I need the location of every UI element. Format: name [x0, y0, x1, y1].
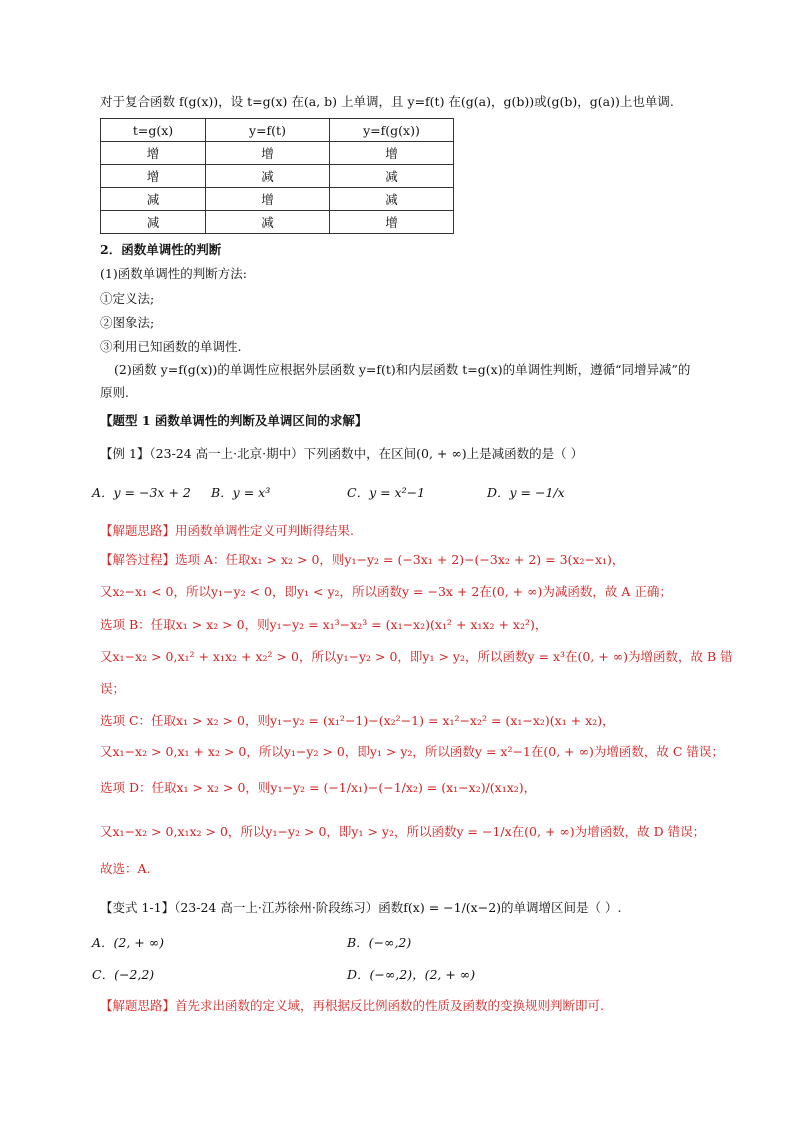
method-item: ③利用已知函数的单调性.	[100, 339, 242, 354]
solution-line: 选项 D：任取x₁ > x₂ > 0，则y₁−y₂ = (−1/x₁)−(−1/x₂) = (x₁−x₂)/(x₁x₂)，	[100, 780, 537, 795]
solution-line: 又x₁−x₂ > 0,x₁x₂ > 0，所以y₁−y₂ > 0，即y₁ > y₂，所以函数y = −1/x在(0, + ∞)为增函数，故 D 错误；	[100, 824, 706, 839]
table-cell: 增	[101, 142, 206, 165]
variant-idea: 【解题思路】首先求出函数的定义域，再根据反比例函数的性质及函数的变换规则判断即可.	[100, 998, 604, 1013]
table-cell: 减	[330, 188, 454, 211]
table-header-cell: y=f(t)	[206, 119, 330, 142]
table-cell: 增	[330, 211, 454, 234]
variant-option-c: C．(−2,2)	[92, 967, 155, 982]
table-header-row	[101, 119, 454, 142]
solution-line: 【解答过程】选项 A：任取x₁ > x₂ > 0，则y₁−y₂ = (−3x₁ + 2)−(−3x₂ + 2) = 3(x₂−x₁)，	[100, 552, 625, 567]
option-b: B．y = x³	[211, 485, 271, 500]
variant-option-a: A．(2, + ∞)	[92, 935, 165, 950]
topic-heading: 【题型 1 函数单调性的判断及单调区间的求解】	[100, 413, 368, 428]
table-header-cell: y=f(g(x))	[330, 119, 454, 142]
example-stem: 【例 1】（23-24 高一上·北京·期中）下列函数中，在区间(0, + ∞)上是减函数的是（ ）	[100, 446, 584, 461]
table-cell: 增	[206, 142, 330, 165]
table-cell: 减	[206, 211, 330, 234]
method-item: ②图象法;	[100, 315, 155, 330]
solution-line: 选项 C：任取x₁ > x₂ > 0，则y₁−y₂ = (x₁²−1)−(x₂²−1) = x₁²−x₂² = (x₁−x₂)(x₁ + x₂)，	[100, 713, 615, 728]
table-row	[101, 142, 454, 165]
table-cell: 减	[101, 211, 206, 234]
rule-text: 原则.	[100, 385, 129, 400]
variant-stem: 【变式 1-1】（23-24 高一上·江苏徐州·阶段练习）函数f(x) = −1/(x−2)的单调增区间是（ ）.	[100, 900, 622, 915]
table-cell: 增	[101, 165, 206, 188]
section-title: 2．函数单调性的判断	[100, 242, 222, 257]
rule-text: (2)函数 y=f(g(x))的单调性应根据外层函数 y=f(t)和内层函数 t=g(x)的单调性判断，遵循“同增异减”的	[114, 362, 691, 377]
table-row	[101, 211, 454, 234]
solution-answer: 故选：A.	[100, 861, 151, 876]
table-cell: 增	[206, 188, 330, 211]
option-d: D．y = −1/x	[487, 485, 565, 500]
option-c: C．y = x²−1	[347, 485, 426, 500]
solution-line: 又x₁−x₂ > 0,x₁² + x₁x₂ + x₂² > 0，所以y₁−y₂ > 0，即y₁ > y₂，所以函数y = x³在(0, + ∞)为增函数，故 B 错	[100, 649, 733, 664]
solution-line: 又x₂−x₁ < 0，所以y₁−y₂ < 0，即y₁ < y₂，所以函数y = −3x + 2在(0, + ∞)为减函数，故 A 正确；	[100, 584, 672, 599]
solution-line: 选项 B：任取x₁ > x₂ > 0，则y₁−y₂ = x₁³−x₂³ = (x₁−x₂)(x₁² + x₁x₂ + x₂²)，	[100, 617, 548, 632]
table-header-cell: t=g(x)	[101, 119, 206, 142]
table-row	[101, 165, 454, 188]
table-cell: 减	[330, 165, 454, 188]
table-cell: 减	[206, 165, 330, 188]
solution-line: 又x₁−x₂ > 0,x₁ + x₂ > 0，所以y₁−y₂ > 0，即y₁ > y₂，所以函数y = x²−1在(0, + ∞)为增函数，故 C 错误；	[100, 744, 724, 759]
option-a: A．y = −3x + 2	[92, 485, 191, 500]
intro-text: 对于复合函数 f(g(x))，设 t=g(x) 在(a, b) 上单调，且 y=f(t) 在(g(a)，g(b))或(g(b)，g(a))上也单调.	[100, 94, 674, 109]
solution-idea: 【解题思路】用函数单调性定义可判断得结果.	[100, 523, 354, 538]
table-cell: 减	[101, 188, 206, 211]
monotonicity-table	[100, 118, 454, 234]
solution-line: 误；	[100, 681, 126, 696]
variant-option-d: D．(−∞,2)，(2, + ∞)	[347, 967, 476, 982]
method-item: ①定义法;	[100, 291, 155, 306]
table-row	[101, 188, 454, 211]
variant-option-b: B．(−∞,2)	[347, 935, 412, 950]
table-cell: 增	[330, 142, 454, 165]
method-heading: (1)函数单调性的判断方法:	[100, 266, 247, 281]
